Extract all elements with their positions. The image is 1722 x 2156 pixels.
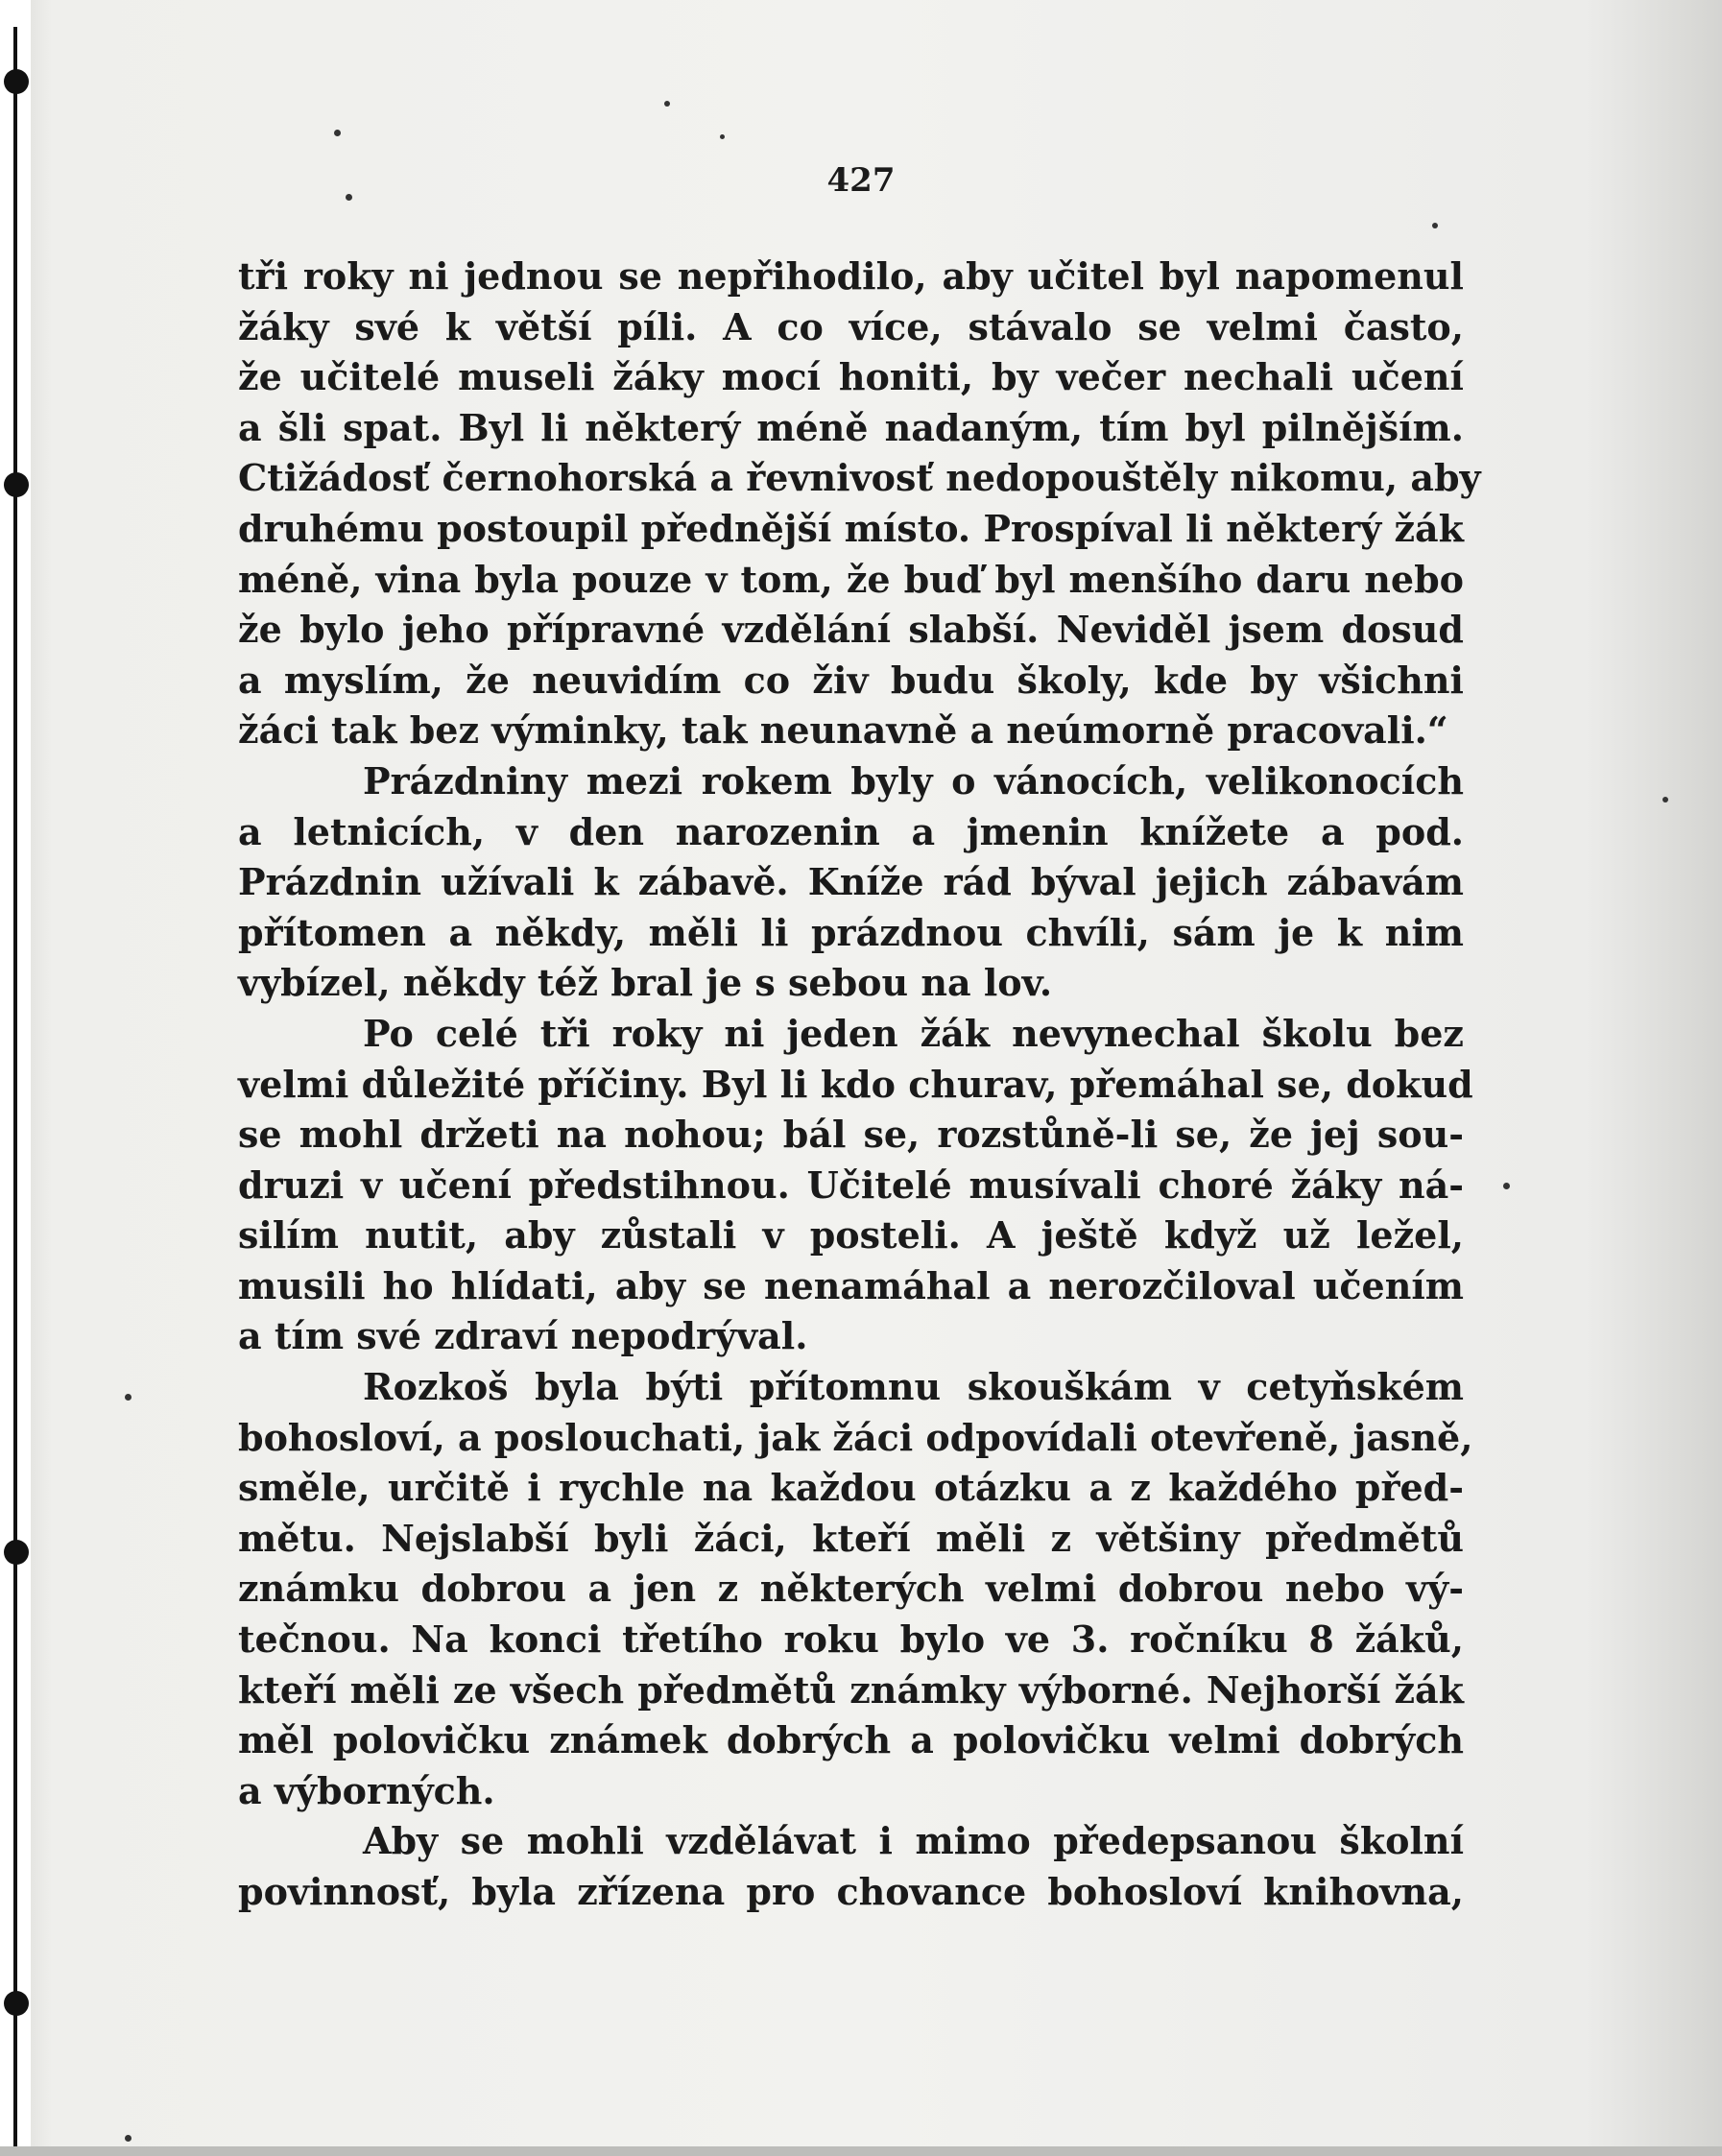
- scan-speck: [125, 2135, 132, 2142]
- scan-speck: [125, 1394, 132, 1401]
- text-line: že bylo jeho přípravné vzdělání slabší. Neviděl jsem dosud: [238, 608, 1464, 652]
- text-line: velmi důležité příčiny. Byl li kdo churav, přemáhal se, dokud: [238, 1062, 1473, 1106]
- scan-speck: [1432, 223, 1438, 228]
- text-line: měl polovičku známek dobrých a polovičku velmi dobrých: [238, 1718, 1464, 1762]
- binding-hole-icon: [4, 1991, 29, 2016]
- binding-hole-icon: [4, 472, 29, 497]
- binding-hole-icon: [4, 1540, 29, 1565]
- scan-speck: [664, 101, 670, 107]
- scan-speck: [1503, 1183, 1510, 1189]
- text-line: musili ho hlídati, aby se nenamáhal a nerozčiloval učením: [238, 1263, 1464, 1307]
- paragraph: [238, 252, 1481, 756]
- text-line: Prázdniny mezi rokem byly o vánocích, velikonocích: [363, 758, 1464, 803]
- paragraph: [238, 1009, 1473, 1362]
- text-line: méně, vina byla pouze v tom, že buď byl menšího daru nebo: [238, 557, 1464, 601]
- text-line: a šli spat. Byl li některý méně nadaným, tím byl pilnějším.: [238, 405, 1464, 449]
- text-line: druzi v učení předstihnou. Učitelé musívali choré žáky ná-: [238, 1162, 1464, 1207]
- paragraph: [238, 1362, 1473, 1816]
- text-line: Po celé tři roky ni jeden žák nevynechal školu bez: [363, 1011, 1464, 1055]
- text-line: silím nutit, aby zůstali v posteli. A ještě když už ležel,: [238, 1213, 1464, 1258]
- body-text: [238, 252, 1481, 1918]
- text-line: tři roky ni jednou se nepřihodilo, aby učitel byl napomenul: [238, 254, 1464, 298]
- page-number: 427: [826, 161, 896, 200]
- text-line: povinnosť, byla zřízena pro chovance bohosloví knihovna,: [238, 1870, 1464, 1913]
- text-line: a myslím, že neuvidím co živ budu školy, kde by všichni: [238, 658, 1464, 702]
- text-line: Rozkoš byla býti přítomnu skouškám v cetyňském: [363, 1365, 1464, 1409]
- scan-speck: [334, 130, 341, 136]
- text-line: mětu. Nejslabší byli žáci, kteří měli z většiny předmětů: [238, 1516, 1464, 1560]
- text-line: směle, určitě i rychle na každou otázku a z každého před-: [238, 1466, 1464, 1510]
- text-line: Prázdnin užívali k zábavě. Kníže rád býval jejich zábavám: [238, 860, 1464, 904]
- paragraph: [238, 756, 1464, 1009]
- binding-hole-icon: [4, 69, 29, 94]
- text-line: Ctižádosť černohorská a řevnivosť nedopouštěly nikomu, aby: [238, 456, 1481, 500]
- text-line: Aby se mohli vzdělávat i mimo předepsanou školní: [363, 1819, 1464, 1863]
- paragraph: [238, 1816, 1464, 1917]
- text-line: vybízel, někdy též bral je s sebou na lov.: [238, 961, 1053, 1005]
- text-line: druhému postoupil přednější místo. Prospíval li některý žák: [238, 506, 1464, 550]
- scan-speck: [720, 134, 725, 139]
- text-line: kteří měli ze všech předmětů známky výborné. Nejhorší žák: [238, 1667, 1464, 1712]
- text-line: přítomen a někdy, měli li prázdnou chvíli, sám je k nim: [238, 910, 1464, 954]
- text-line: tečnou. Na konci třetího roku bylo ve 3. ročníku 8 žáků,: [238, 1617, 1464, 1662]
- text-line: a letnicích, v den narozenin a jmenin knížete a pod.: [238, 809, 1464, 853]
- text-line: bohosloví, a poslouchati, jak žáci odpovídali otevřeně, jasně,: [238, 1415, 1473, 1459]
- text-line: známku dobrou a jen z některých velmi dobrou nebo vý-: [238, 1567, 1464, 1611]
- text-line: a tím své zdraví nepodrýval.: [238, 1314, 808, 1358]
- text-line: se mohl držeti na nohou; bál se, rozstůně-li se, že jej sou-: [238, 1113, 1464, 1157]
- text-line: že učitelé museli žáky mocí honiti, by večer nechali učení: [238, 355, 1464, 399]
- scan-speck: [1662, 797, 1668, 803]
- text-line: žáky své k větší píli. A co více, stávalo se velmi často,: [238, 304, 1464, 348]
- binding-line: [13, 27, 17, 2156]
- text-line: žáci tak bez výminky, tak neunavně a neúmorně pracovali.“: [238, 708, 1448, 753]
- page-bottom-edge: [0, 2146, 1722, 2156]
- text-line: a výborných.: [238, 1768, 495, 1812]
